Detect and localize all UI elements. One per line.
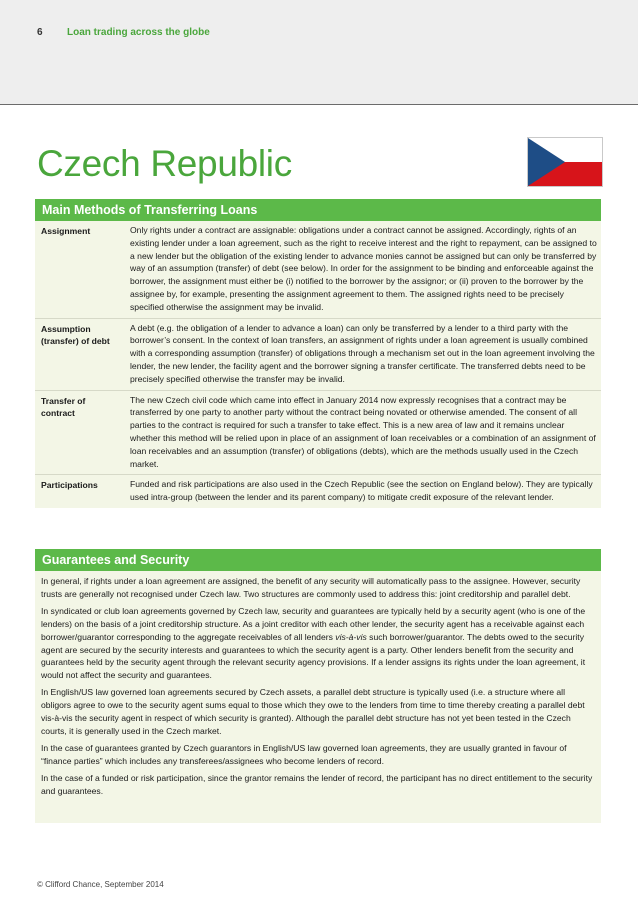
- table-row: [35, 475, 601, 508]
- page-footer: © Clifford Chance, September 2014: [37, 880, 164, 889]
- paragraph: In the case of guarantees granted by Czech guarantors in English/US law governed loan agreements, they are usually granted in favour of “finance parties” which includes any transferees/assignees who become lenders of record.: [41, 743, 567, 766]
- czech-flag-icon: [527, 137, 603, 187]
- paragraph: In the case of a funded or risk participation, since the grantor remains the lender of record, the participant has no direct entitlement to the security and guarantees.: [41, 773, 593, 796]
- row-label: Participations: [35, 475, 125, 508]
- row-text: The new Czech civil code which came into effect in January 2014 now expressly recognises that a contract may be transferred by one party to another party without the contract being novated or otherwise amended. The consent of all parties to the contract is required for such a transfer to take effect. This is a new area of law and it remains unclear whether this method will be relied upon in place of an assignment of loan receivables or a combination of an assignment of loan receivables and an assumption (transfer) of obligations (debts), which are the methods usually used in the Czech market.: [125, 390, 601, 475]
- guarantees-security-body: [35, 571, 601, 823]
- page-header: [0, 0, 638, 105]
- paragraph: In syndicated or club loan agreements governed by Czech law, security and guarantees are typically held by a security agent (who is one of the lenders) on the basis of a joint creditorship structure. As a joint creditor with each other lender, the security agent has a receivable against each borrower/guarantor corresponding to the aggregate receivables of all lenders vis-à-vis such borrower/guarantor. The debts owed to the security agent are secured by the security interests and guarantees to which the security agent is a party. Other lenders benefit from the security and guarantees held by the security agent through the relevant security agency provisions. If a lender assigns its rights under the loan agreement, it would not affect the security and guarantees.: [41, 605, 586, 681]
- transfer-methods-table: [35, 221, 601, 508]
- section-heading-transfer-methods: Main Methods of Transferring Loans: [35, 199, 601, 221]
- paragraph: In English/US law governed loan agreements secured by Czech assets, a parallel debt structure is typically used (i.e. a structure where all obligors agree to owe to the security agent sums equal to those which they owe to the lenders from time to time thereby creating a parallel debt vis-à-vis the security agent in respect of which security is granted). Although the parallel debt structure has not yet been tested in the Czech courts, it is generally used in the Czech market.: [41, 687, 585, 736]
- row-text: Funded and risk participations are also used in the Czech Republic (see the section on England below). They are typically used intra-group (between the lender and its parent company) to mitigate credit exposure of the relevant lender.: [125, 475, 601, 508]
- page-number: 6: [37, 27, 43, 38]
- table-row: [35, 221, 601, 318]
- page-title: Czech Republic: [37, 143, 292, 184]
- paragraph: In general, if rights under a loan agreement are assigned, the benefit of any security will automatically pass to the assignee. However, security trusts are generally not recognised under Czech law. Two structures are commonly used to address this: joint creditorship and parallel debt.: [41, 576, 581, 599]
- table-row: [35, 390, 601, 475]
- row-label: Assignment: [41, 226, 91, 236]
- running-title: Loan trading across the globe: [67, 27, 210, 38]
- table-row: [35, 318, 601, 390]
- row-text: Only rights under a contract are assignable: obligations under a contract cannot be assigned. Accordingly, rights of an existing lender under a loan agreement, such as the right to receive interest and the right to repayment, can be assigned to a new lender but the obligation of the existing lender to advance monies cannot be assigned but can only be transferred by way of an assumption (transfer) of debt (see below). In order for the assignment to be binding and enforceable against the borrower, the assignment must either be (i) notified to the borrower by the assignor; or (ii) proven to the borrower by the assignee by, for example, presenting the assignment agreement to them. The assigned rights need to be precisely specified otherwise the assignment may be invalid.: [130, 225, 597, 312]
- row-label: Assumption (transfer) of debt: [35, 318, 125, 390]
- row-label: Transfer of contract: [35, 390, 125, 475]
- row-text: A debt (e.g. the obligation of a lender to advance a loan) can only be transferred by a lender to a third party with the borrower’s consent. In the context of loan transfers, an assignment of rights under a loan agreement is usually combined with a corresponding assumption (transfer) of obligations through a mechanism set out in the loan agreement involving the lender, the new lender, the facility agent and the borrower signing a transfer certificate. The transferred debts need to be precisely specified otherwise the transfer may be invalid.: [125, 318, 601, 390]
- section-heading-guarantees-security: Guarantees and Security: [35, 549, 601, 571]
